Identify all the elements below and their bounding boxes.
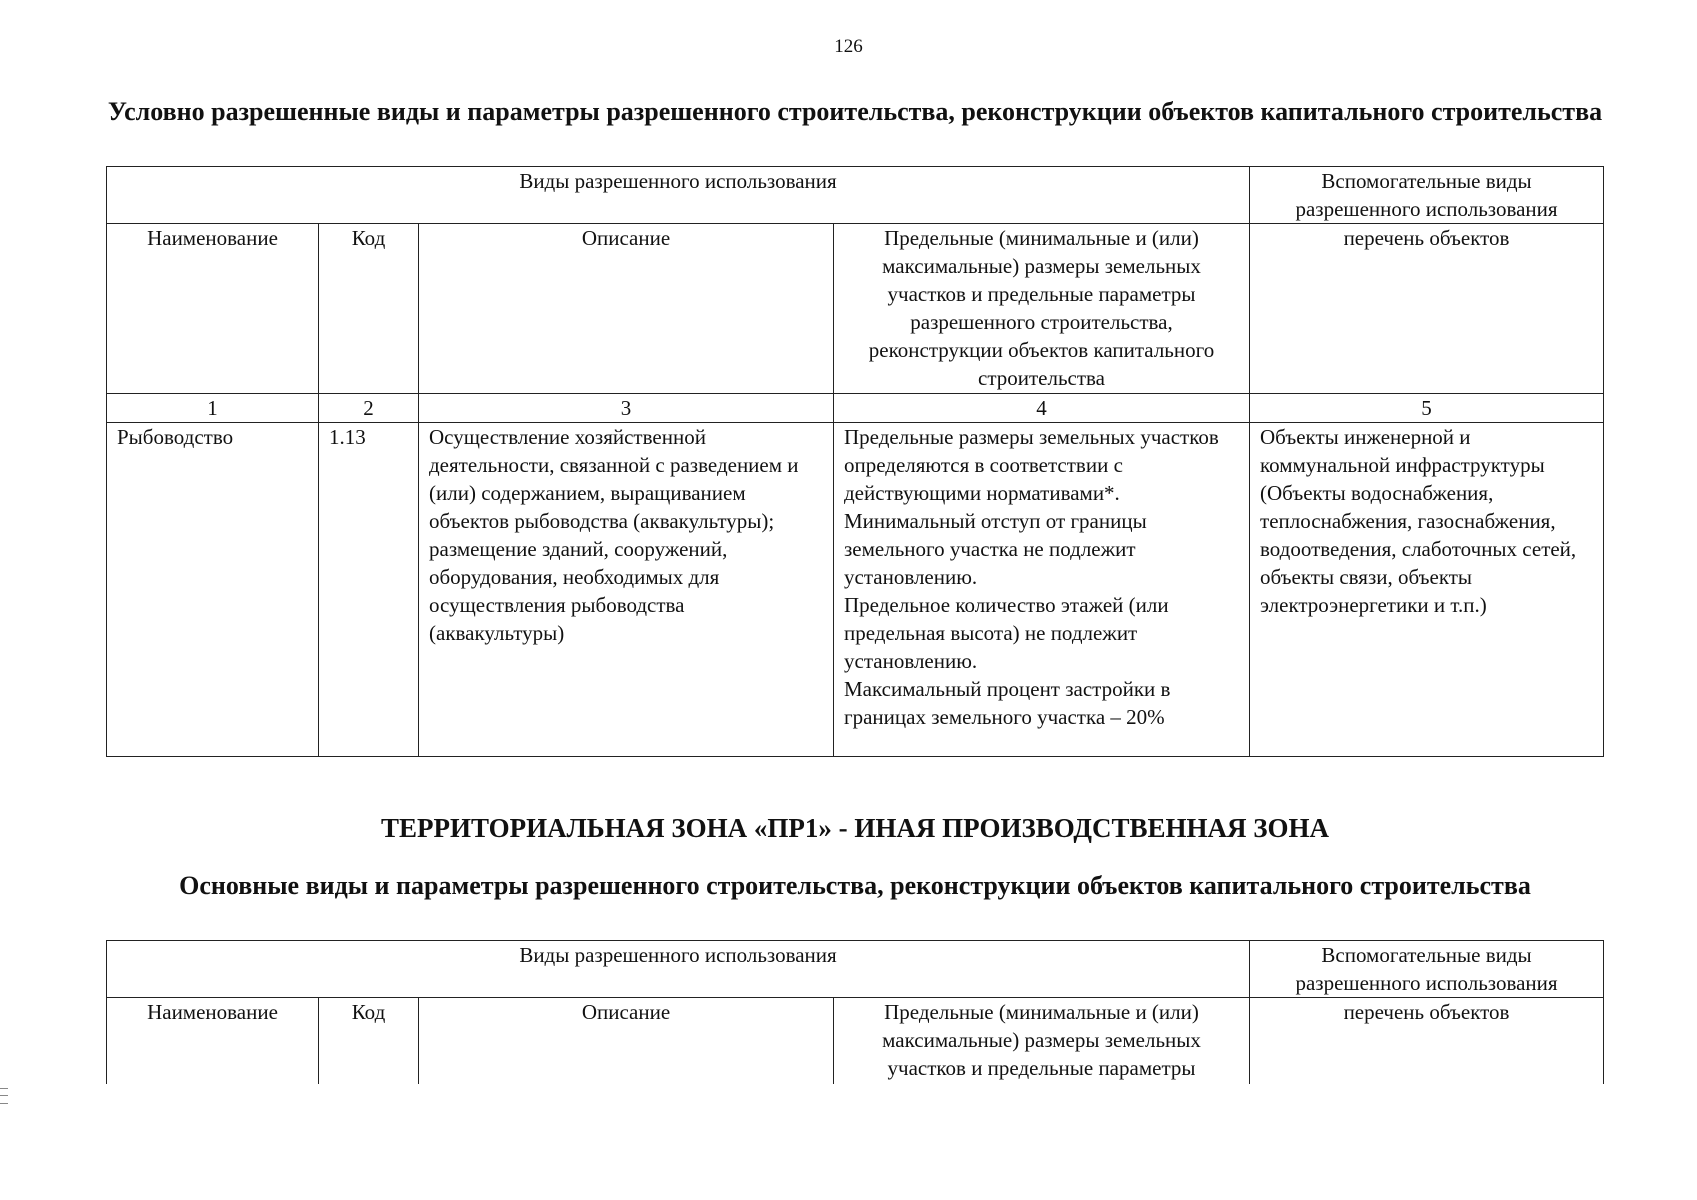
table-row: [107, 423, 1604, 757]
conditional-uses-table: [106, 166, 1604, 757]
limit-floors: Предельное количество этажей (или предельная высота) не подлежит установлению.: [844, 593, 1169, 673]
col-header-description: Описание: [419, 224, 834, 394]
col-header-aux-list: перечень объектов: [1250, 998, 1604, 1084]
col-header-limits: Предельные (минимальные и (или) максимальные) размеры земельных участков и предельные параметры разрешенного строительства, реконструкции объектов капитального строительства: [834, 224, 1250, 394]
aux-header-cell: Вспомогательные виды разрешенного использования: [1250, 167, 1604, 224]
use-limits-cell: [834, 423, 1250, 757]
col-header-name: Наименование: [107, 998, 319, 1084]
col-number-4: 4: [834, 394, 1250, 423]
col-number-2: 2: [319, 394, 419, 423]
zone-title: ТЕРРИТОРИАЛЬНАЯ ЗОНА «ПР1» - ИНАЯ ПРОИЗВОДСТВЕННАЯ ЗОНА: [381, 813, 1329, 843]
col-number-3: 3: [419, 394, 834, 423]
column-number-row: [107, 394, 1604, 423]
scan-edge-mark: [0, 1088, 8, 1104]
aux-header-cell: Вспомогательные виды разрешенного использования: [1250, 941, 1604, 998]
table-header-row-group: [107, 167, 1604, 224]
page-number: 126: [834, 36, 863, 57]
group-header-cell: Виды разрешенного использования: [107, 941, 1250, 998]
group-header-cell: Виды разрешенного использования: [107, 167, 1250, 224]
limit-land-size: Предельные размеры земельных участков определяются в соответствии с действующими нормативами*.: [844, 425, 1219, 505]
table-header-row-columns: [107, 224, 1604, 394]
main-uses-table: [106, 940, 1604, 1084]
col-header-description: Описание: [419, 998, 834, 1084]
use-name-cell: Рыбоводство: [107, 423, 319, 757]
col-header-code: Код: [319, 224, 419, 394]
section-title-conditional: Условно разрешенные виды и параметры разрешенного строительства, реконструкции объектов капитального строительства: [107, 97, 1603, 126]
table-header-row-group: [107, 941, 1604, 998]
col-header-limits: Предельные (минимальные и (или) максимальные) размеры земельных участков и предельные параметры: [834, 998, 1250, 1084]
use-description-cell: Осуществление хозяйственной деятельности, связанной с разведением и (или) содержанием, выращиванием объектов рыбоводства (аквакультуры); размещение зданий, сооружений, оборудования, необходимых для осуществления рыбоводства (аквакультуры): [419, 423, 834, 757]
table-header-row-columns: [107, 998, 1604, 1084]
col-header-name: Наименование: [107, 224, 319, 394]
col-header-aux-list: перечень объектов: [1250, 224, 1604, 394]
col-header-code: Код: [319, 998, 419, 1084]
limit-coverage: Максимальный процент застройки в границах земельного участка – 20%: [844, 677, 1171, 729]
col-number-5: 5: [1250, 394, 1604, 423]
section-title-main: Основные виды и параметры разрешенного строительства, реконструкции объектов капитального строительства: [179, 871, 1531, 900]
col-number-1: 1: [107, 394, 319, 423]
aux-objects-cell: Объекты инженерной и коммунальной инфраструктуры (Объекты водоснабжения, теплоснабжения, газоснабжения, водоотведения, слаботочных сетей, объекты связи, объекты электроэнергетики и т.п.): [1250, 423, 1604, 757]
limit-min-setback: Минимальный отступ от границы земельного участка не подлежит установлению.: [844, 509, 1147, 589]
use-code-cell: 1.13: [319, 423, 419, 757]
